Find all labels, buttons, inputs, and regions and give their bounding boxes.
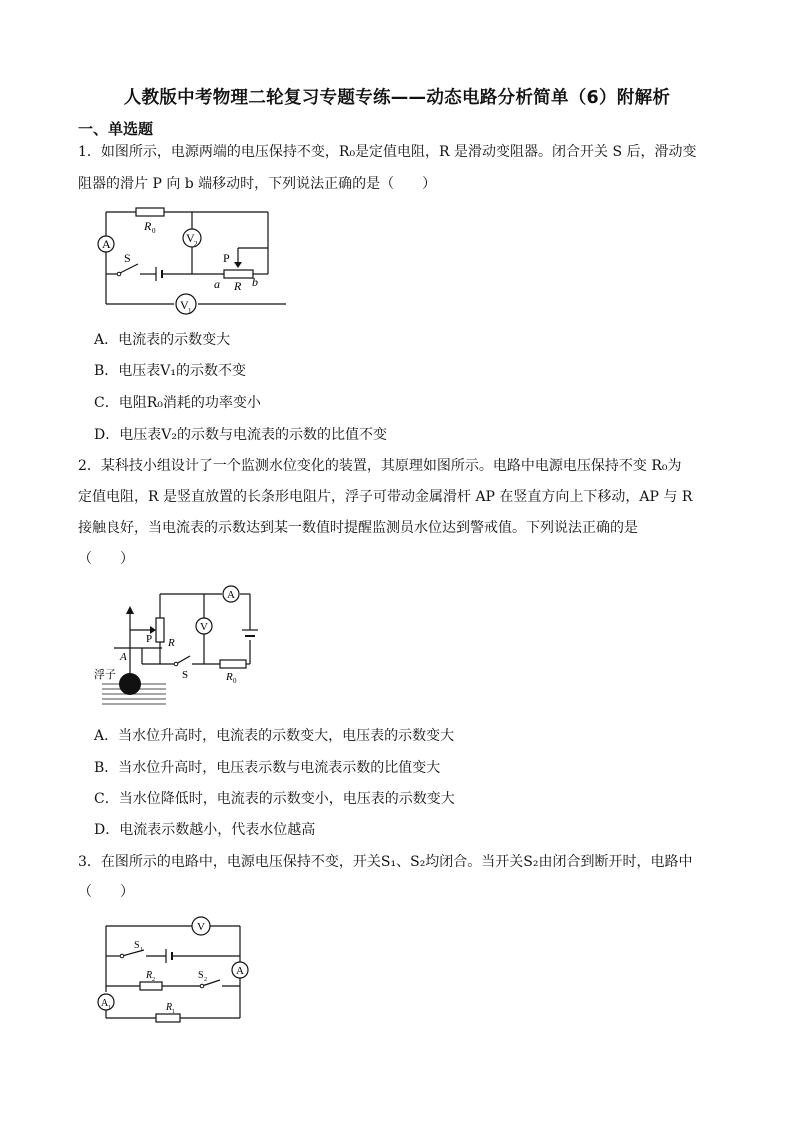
s1-label: S [134, 940, 140, 951]
ammeter-label: A [227, 589, 235, 601]
document-title: 人教版中考物理二轮复习专题专练——动态电路分析简单（6）附解析 [123, 88, 671, 108]
end-b-label: b [252, 275, 258, 289]
q1-option-d: D．电压表V₂的示数与电流表的示数的比值不变 [94, 427, 387, 443]
q1-circuit-diagram [96, 202, 286, 322]
q2-text-line-4: （ ） [78, 551, 134, 567]
resistor-r0 [136, 208, 164, 216]
ammeter-a1-label: A [101, 998, 109, 1009]
ammeter-a1-subscript: 1 [108, 1005, 111, 1011]
ammeter-label: A [102, 237, 111, 251]
q1-text-line-1: 1．如图所示，电源两端的电压保持不变，R₀是定值电阻，R 是滑动变阻器。闭合开关 S 后，滑动变 [78, 144, 697, 160]
r1-subscript: 1 [172, 1009, 175, 1015]
float-label: 浮子 [94, 669, 116, 681]
rod-a-label: A [120, 651, 127, 663]
s1-subscript: 1 [140, 947, 143, 953]
end-a-label: a [214, 277, 220, 291]
q2-circuit-diagram [92, 580, 272, 710]
s2-subscript: 2 [204, 977, 207, 983]
s2-label: S [198, 970, 204, 981]
float-icon [119, 673, 141, 695]
q2-option-a: A．当水位升高时，电流表的示数变大，电压表的示数变大 [94, 728, 455, 744]
rheostat-r [224, 270, 253, 278]
v1-label: V [180, 298, 189, 312]
v2-label: V [186, 231, 195, 245]
q2-text-line-1: 2．某科技小组设计了一个监测水位变化的装置，其原理如图所示。电路中电源电压保持不变 R₀为 [78, 458, 682, 474]
r0-subscript: 0 [152, 227, 156, 235]
q2-option-c: C．当水位降低时，电流表的示数变小，电压表的示数变大 [94, 791, 455, 807]
section-heading: 一、单选题 [78, 120, 154, 138]
q1-text-line-2: 阻器的滑片 P 向 b 端移动时，下列说法正确的是（ ） [78, 176, 437, 192]
q2-text-line-2: 定值电阻，R 是竖直放置的长条形电阻片，浮子可带动金属滑杆 AP 在竖直方向上下移动，AP 与 R [78, 489, 693, 505]
q3-circuit-diagram [94, 912, 254, 1028]
r0-label: R [226, 671, 233, 683]
slider-p-label: P [146, 633, 153, 645]
resistor-r2 [140, 982, 162, 990]
q1-option-a: A．电流表的示数变大 [94, 332, 231, 348]
r2-label: R [146, 970, 153, 981]
strip-r-label: R [168, 637, 175, 649]
resistor-r1 [156, 1014, 180, 1022]
switch-label: S [124, 251, 131, 265]
v1-subscript: 1 [188, 307, 192, 315]
slider-label: P [223, 251, 230, 265]
resistor-r0 [220, 660, 246, 668]
q2-text-line-3: 接触良好，当电流表的示数达到某一数值时提醒监测员水位达到警戒值。下列说法正确的是 [78, 520, 638, 536]
q2-option-d: D．电流表示数越小，代表水位越高 [94, 822, 316, 838]
q3-text-line-2: （ ） [78, 884, 134, 900]
q3-text-line-1: 3．在图所示的电路中，电源电压保持不变，开关S₁、S₂均闭合。当开关S₂由闭合到断开时，电路中 [78, 854, 693, 870]
q1-option-b: B．电压表V₁的示数不变 [94, 363, 247, 379]
q1-option-c: C．电阻R₀消耗的功率变小 [94, 395, 261, 411]
q2-option-b: B．当水位升高时，电压表示数与电流表示数的比值变大 [94, 760, 441, 776]
ammeter-a-label: A [236, 965, 244, 977]
r2-subscript: 2 [152, 977, 155, 983]
r1-label: R [166, 1002, 173, 1013]
switch-s-label: S [182, 669, 189, 681]
resistor-strip-r [156, 618, 164, 642]
voltmeter-label: V [197, 921, 205, 933]
voltmeter-label: V [200, 621, 208, 633]
r0-subscript: 0 [233, 677, 237, 685]
rheostat-label: R [234, 279, 242, 293]
r0-label: R [144, 219, 152, 233]
v2-subscript: 2 [194, 240, 198, 248]
